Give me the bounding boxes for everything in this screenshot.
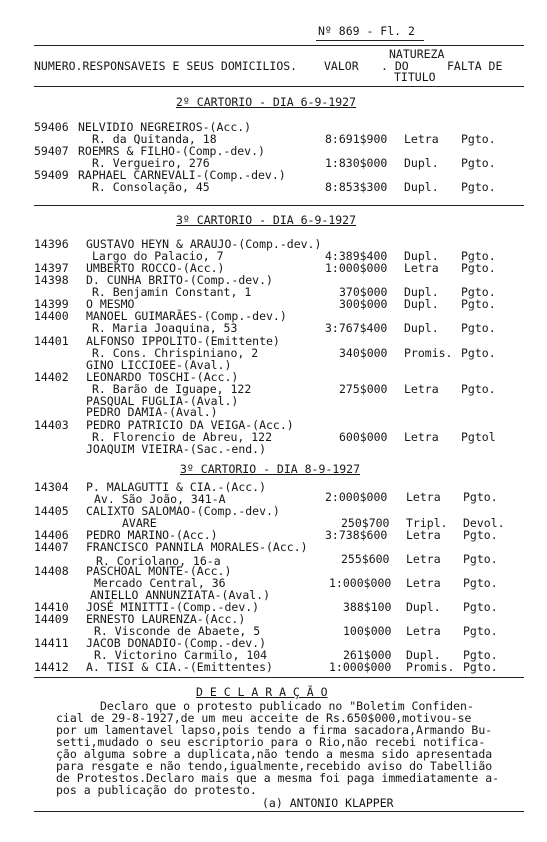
entry-natureza: Letra bbox=[406, 490, 441, 504]
entry-aval: JOAQUIM VIEIRA-(Sac.-end.) bbox=[86, 442, 267, 456]
declaration-line: pos a publicação do protesto. bbox=[56, 783, 257, 797]
entry-falta: Pgto. bbox=[461, 180, 496, 194]
entry-number: 14402 bbox=[34, 370, 69, 384]
entry-natureza: Letra bbox=[404, 132, 439, 146]
entry-address: AVARE bbox=[122, 516, 157, 530]
entry-number: 14400 bbox=[34, 309, 69, 323]
col-natureza-3: TITULO bbox=[394, 70, 436, 84]
entry-valor: 300$000 bbox=[339, 297, 388, 311]
entry-valor: 340$000 bbox=[339, 346, 388, 360]
signature: (a) ANTONIO KLAPPER bbox=[262, 796, 394, 810]
entry-falta: Pgto. bbox=[463, 600, 498, 614]
declaration-line: por um lamentavel lapso,pois tendo a firma sacadora,Armando Bu- bbox=[56, 723, 493, 737]
entry-falta: Pgto. bbox=[461, 132, 496, 146]
entry-falta: Pgto. bbox=[463, 648, 498, 662]
entry-falta: Pgto. bbox=[461, 156, 496, 170]
entry-natureza: Dupl. bbox=[404, 285, 439, 299]
entry-falta: Pgto. bbox=[463, 660, 498, 674]
entry-address: Largo do Palacio, 7 bbox=[92, 249, 224, 263]
col-natureza-1: NATUREZA bbox=[389, 47, 445, 61]
col-natureza-2: . DO bbox=[381, 59, 409, 73]
entry-address: R. Coriolano, 16-a bbox=[96, 554, 221, 568]
entry-name: MANOEL GUIMARÃES-(Comp.-dev.) bbox=[86, 309, 287, 323]
entry-natureza: Tripl. bbox=[406, 516, 448, 530]
section-heading: 2º CARTORIO - DIA 6-9-1927 bbox=[176, 95, 357, 109]
entry-name: O MESMO bbox=[86, 297, 135, 311]
header-bottom-rule bbox=[34, 86, 524, 87]
entry-natureza: Letra bbox=[404, 430, 439, 444]
col-falta-de: FALTA DE bbox=[447, 59, 503, 73]
declaration-line: de Protestos.Declaro mais que a mesma foi paga immediatamente a- bbox=[56, 771, 500, 785]
entry-name: UMBERTO ROCCO-(Acc.) bbox=[86, 261, 225, 275]
entry-name: PASCHOAL MONTE-(Acc.) bbox=[86, 564, 232, 578]
entry-valor: 250$700 bbox=[341, 516, 390, 530]
entry-aval: PASQUAL FUGLIA-(Aval.) bbox=[86, 394, 239, 408]
entry-address: R. Maria Joaquina, 53 bbox=[92, 321, 238, 335]
entry-name: ALFONSO IPPOLITO-(Emittente) bbox=[86, 334, 280, 348]
entry-natureza: Dupl. bbox=[406, 600, 441, 614]
entry-number: 14403 bbox=[34, 418, 69, 432]
entry-aval: GINO LICCIOEE-(Aval.) bbox=[86, 358, 232, 372]
entry-number: 59409 bbox=[34, 168, 69, 182]
entry-number: 14398 bbox=[34, 273, 69, 287]
entry-natureza: Promis. bbox=[406, 660, 455, 674]
entry-name: PEDRO MARINO-(Acc.) bbox=[86, 528, 218, 542]
entry-valor: 3:767$400 bbox=[325, 321, 388, 335]
entry-falta: Pgto. bbox=[463, 624, 498, 638]
declaration-line: setti,mudado o seu escriptorio para o Rio,não recebi notifica- bbox=[56, 735, 486, 749]
entry-natureza: Dupl. bbox=[404, 297, 439, 311]
declaration-line: cial de 29-8-1927,de um meu acceite de Rs.650$000,motivou-se bbox=[56, 711, 472, 725]
entry-name: RAPHAEL CARNEVALI-(Comp.-dev.) bbox=[78, 168, 286, 182]
entry-natureza: Letra bbox=[406, 552, 441, 566]
entry-natureza: Letra bbox=[406, 576, 441, 590]
entry-name: LEONARDO TOSCHI-(Acc.) bbox=[86, 370, 239, 384]
entry-number: 14409 bbox=[34, 612, 69, 626]
entry-name: D. CUNHA BRITO-(Comp.-dev.) bbox=[86, 273, 273, 287]
declaration-line: ção alguma sobre a duplicata,não tendo a mesma sido apresentada bbox=[56, 747, 493, 761]
entry-number: 14411 bbox=[34, 636, 69, 650]
entry-natureza: Dupl. bbox=[404, 321, 439, 335]
entry-valor: 100$000 bbox=[343, 624, 392, 638]
entry-falta: Pgto. bbox=[463, 528, 498, 542]
entry-number: 14408 bbox=[34, 564, 69, 578]
entry-falta: Pgto. bbox=[461, 382, 496, 396]
entry-valor: 1:000$000 bbox=[329, 576, 392, 590]
entry-address: Av. São João, 341-A bbox=[94, 492, 226, 506]
entry-valor: 1:830$000 bbox=[325, 156, 388, 170]
declaration-line: Declaro que o protesto publicado no "Boletim Confiden- bbox=[100, 699, 474, 713]
entry-falta: Pgto. bbox=[463, 552, 498, 566]
declaration-title: D E C L A R A Ç Ã O bbox=[196, 685, 328, 699]
declaration-top-rule bbox=[34, 677, 524, 678]
entry-number: 59407 bbox=[34, 144, 69, 158]
entry-address: R. Victorino Carmilo, 104 bbox=[94, 648, 268, 662]
top-rule bbox=[34, 45, 524, 46]
entry-address: Mercado Central, 36 bbox=[94, 576, 226, 590]
entry-aval: ANIELLO ANNUNZIATA-(Aval.) bbox=[90, 588, 271, 602]
entry-number: 14405 bbox=[34, 504, 69, 518]
entry-number: 14304 bbox=[34, 480, 69, 494]
entry-falta: Pgto. bbox=[461, 346, 496, 360]
entry-natureza: Dupl. bbox=[404, 180, 439, 194]
entry-address: R. Florencio de Abreu, 122 bbox=[92, 430, 273, 444]
entry-falta: Pgto. bbox=[461, 285, 496, 299]
entry-falta: Pgto. bbox=[463, 490, 498, 504]
entry-natureza: Letra bbox=[404, 261, 439, 275]
entry-valor: 370$000 bbox=[339, 285, 388, 299]
entry-valor: 8:691$900 bbox=[325, 132, 388, 146]
declaration-line: para resgate e não tendo,igualmente,recebido aviso do Tabellião bbox=[56, 759, 493, 773]
entry-falta: Pgto. bbox=[463, 576, 498, 590]
entry-name: JACOB DONADIO-(Comp.-dev.) bbox=[86, 636, 267, 650]
entry-name: NELVIDIO NEGREIROS-(Acc.) bbox=[78, 120, 252, 134]
entry-number: 14406 bbox=[34, 528, 69, 542]
entry-falta: Pgto. bbox=[461, 261, 496, 275]
entry-valor: 261$000 bbox=[343, 648, 392, 662]
entry-falta: Pgto. bbox=[461, 321, 496, 335]
entry-valor: 2:000$000 bbox=[325, 490, 388, 504]
entry-number: 14412 bbox=[34, 660, 69, 674]
entry-number: 14397 bbox=[34, 261, 69, 275]
entry-falta: Pgto. bbox=[461, 249, 496, 263]
entry-valor: 3:738$600 bbox=[325, 528, 388, 542]
entry-address: R. Vergueiro, 276 bbox=[92, 156, 210, 170]
entry-falta: Devol. bbox=[463, 516, 505, 530]
entry-name: CALIXTO SALOMAO-(Comp.-dev.) bbox=[86, 504, 280, 518]
entry-address: R. Benjamin Constant, 1 bbox=[92, 285, 252, 299]
entry-falta: Pgto. bbox=[461, 297, 496, 311]
entry-natureza: Promis. bbox=[404, 346, 453, 360]
entry-number: 14399 bbox=[34, 297, 69, 311]
page-header: Nº 869 - Fl. 2 bbox=[318, 24, 415, 38]
entry-name: PEDRO PATRICIO DA VEIGA-(Acc.) bbox=[86, 418, 294, 432]
entry-address: R. Consolação, 45 bbox=[92, 180, 210, 194]
entry-name: JOSÉ MINITTI-(Comp.-dev.) bbox=[86, 600, 260, 614]
entry-name: A. TISI & CIA.-(Emittentes) bbox=[86, 660, 273, 674]
entry-number: 14396 bbox=[34, 237, 69, 251]
entry-valor: 1:000$000 bbox=[329, 660, 392, 674]
entry-falta: Pgtol bbox=[461, 430, 496, 444]
entry-natureza: Letra bbox=[406, 624, 441, 638]
entry-name: P. MALAGUTTI & CIA.-(Acc.) bbox=[86, 480, 267, 494]
entry-valor: 8:853$300 bbox=[325, 180, 388, 194]
entry-valor: 275$000 bbox=[339, 382, 388, 396]
entry-natureza: Dupl. bbox=[406, 648, 441, 662]
entry-address: R. Barão de Iguape, 122 bbox=[92, 382, 252, 396]
entry-natureza: Letra bbox=[406, 528, 441, 542]
entry-address: R. Cons. Chrispiniano, 2 bbox=[92, 346, 259, 360]
entry-name: ERNESTO LAURENZA-(Acc.) bbox=[86, 612, 246, 626]
col-numero-responsaveis: NUMERO.RESPONSAVEIS E SEUS DOMICILIOS. bbox=[34, 59, 298, 73]
entry-name: GUSTAVO HEYN & ARAUJO-(Comp.-dev.) bbox=[86, 237, 322, 251]
entry-valor: 1:000$000 bbox=[325, 261, 388, 275]
entry-name: FRANCISCO PANNILA MORALES-(Acc.) bbox=[86, 540, 308, 554]
entry-valor: 4:389$400 bbox=[325, 249, 388, 263]
entry-natureza: Dupl. bbox=[404, 156, 439, 170]
entry-address: R. da Quitanda, 18 bbox=[92, 132, 217, 146]
entry-address: R. Visconde de Abaete, 5 bbox=[94, 624, 261, 638]
col-valor: VALOR bbox=[324, 59, 359, 73]
entry-valor: 255$600 bbox=[341, 552, 390, 566]
entry-number: 14407 bbox=[34, 540, 69, 554]
entry-number: 14410 bbox=[34, 600, 69, 614]
header-underline bbox=[316, 40, 424, 41]
entry-valor: 388$100 bbox=[343, 600, 392, 614]
section-rule bbox=[34, 205, 524, 206]
entry-number: 14401 bbox=[34, 334, 69, 348]
section-heading: 3º CARTORIO - DIA 8-9-1927 bbox=[180, 462, 361, 476]
declaration-bottom-rule bbox=[34, 811, 524, 812]
section-heading: 3º CARTORIO - DIA 6-9-1927 bbox=[176, 213, 357, 227]
entry-natureza: Letra bbox=[404, 382, 439, 396]
entry-valor: 600$000 bbox=[339, 430, 388, 444]
entry-aval: PEDRO DAMIA-(Aval.) bbox=[86, 405, 218, 419]
entry-natureza: Dupl. bbox=[404, 249, 439, 263]
entry-name: ROEMRS & FILHO-(Comp.-dev.) bbox=[78, 144, 265, 158]
entry-number: 59406 bbox=[34, 120, 69, 134]
